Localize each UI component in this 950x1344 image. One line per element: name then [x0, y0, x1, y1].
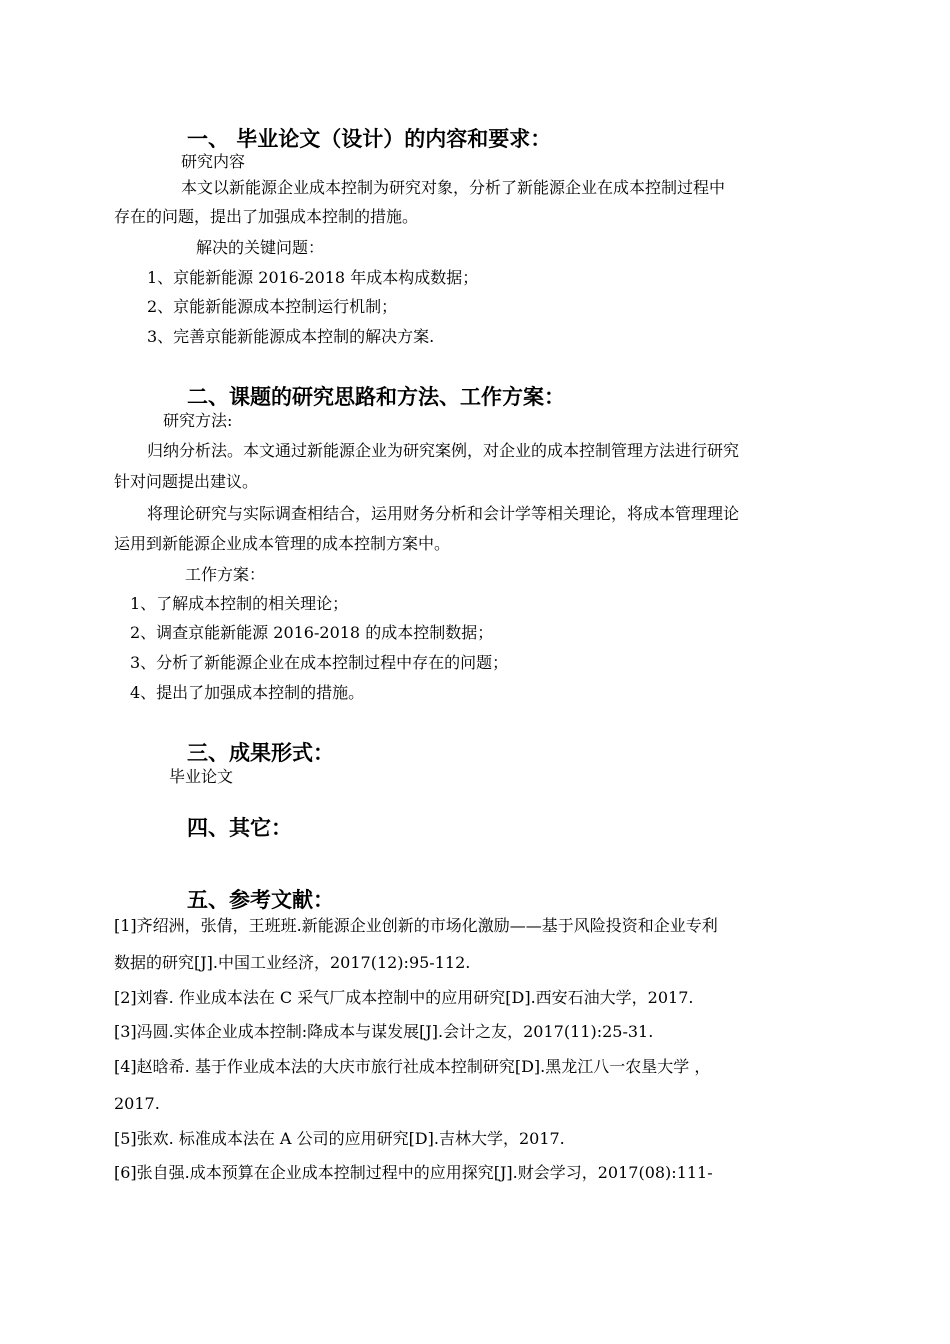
- reference-line-2: 数据的研究[J].中国工业经济，2017(12):95-112.: [114, 953, 471, 972]
- section2-plan-label: 工作方案：: [185, 565, 266, 584]
- section2-para1-line1: 归纳分析法。本文通过新能源企业为研究案例，对企业的成本控制管理方法进行研究: [147, 441, 740, 460]
- section2-item-4: 4、提出了加强成本控制的措施。: [130, 683, 365, 702]
- reference-line-1: [1]齐绍洲，张倩，王班班.新能源企业创新的市场化激励——基于风险投资和企业专利: [114, 916, 718, 935]
- section1-paragraph-line1: 本文以新能源企业成本控制为研究对象，分析了新能源企业在成本控制过程中: [181, 178, 726, 197]
- section1-item-2: 2、京能新能源成本控制运行机制；: [147, 297, 398, 316]
- section1-subheading: 研究内容: [181, 152, 246, 171]
- section1-item-1: 1、京能新能源 2016-2018 年成本构成数据；: [147, 268, 479, 287]
- section3-content: 毕业论文: [169, 767, 234, 786]
- reference-line-6: 2017.: [114, 1094, 160, 1113]
- reference-line-4: [3]冯圆.实体企业成本控制:降成本与谋发展[J].会计之友，2017(11):25-31.: [114, 1022, 654, 1041]
- reference-line-8: [6]张自强.成本预算在企业成本控制过程中的应用探究[J].财会学习，2017(08):111-: [114, 1163, 713, 1182]
- section5-heading: 五、参考文献：: [187, 888, 334, 912]
- section1-heading: 一、 毕业论文（设计）的内容和要求：: [187, 127, 552, 151]
- section2-item-3: 3、分析了新能源企业在成本控制过程中存在的问题；: [130, 653, 509, 672]
- reference-line-5: [4]赵晗希. 基于作业成本法的大庆市旅行社成本控制研究[D].黑龙江八一农垦大学 ，: [114, 1057, 711, 1076]
- reference-line-3: [2]刘睿. 作业成本法在 C 采气厂成本控制中的应用研究[D].西安石油大学，2017.: [114, 988, 694, 1007]
- section2-method-label: 研究方法:: [163, 411, 233, 430]
- section3-heading: 三、成果形式：: [187, 741, 334, 765]
- section2-para2-line2: 运用到新能源企业成本管理的成本控制方案中。: [114, 534, 451, 553]
- section1-item-3: 3、完善京能新能源成本控制的解决方案.: [147, 327, 435, 346]
- section2-para2-line1: 将理论研究与实际调查相结合，运用财务分析和会计学等相关理论，将成本管理理论: [147, 504, 740, 523]
- section2-heading: 二、课题的研究思路和方法、工作方案：: [187, 385, 565, 409]
- section2-item-1: 1、了解成本控制的相关理论；: [130, 594, 349, 613]
- section2-item-2: 2、调查京能新能源 2016-2018 的成本控制数据；: [130, 623, 494, 642]
- reference-line-7: [5]张欢. 标准成本法在 A 公司的应用研究[D].吉林大学，2017.: [114, 1129, 565, 1148]
- section4-heading: 四、其它：: [187, 816, 292, 840]
- section2-para1-line2: 针对问题提出建议。: [114, 472, 259, 491]
- section1-key-label: 解决的关键问题：: [196, 238, 325, 257]
- section1-paragraph-line2: 存在的问题，提出了加强成本控制的措施。: [114, 207, 419, 226]
